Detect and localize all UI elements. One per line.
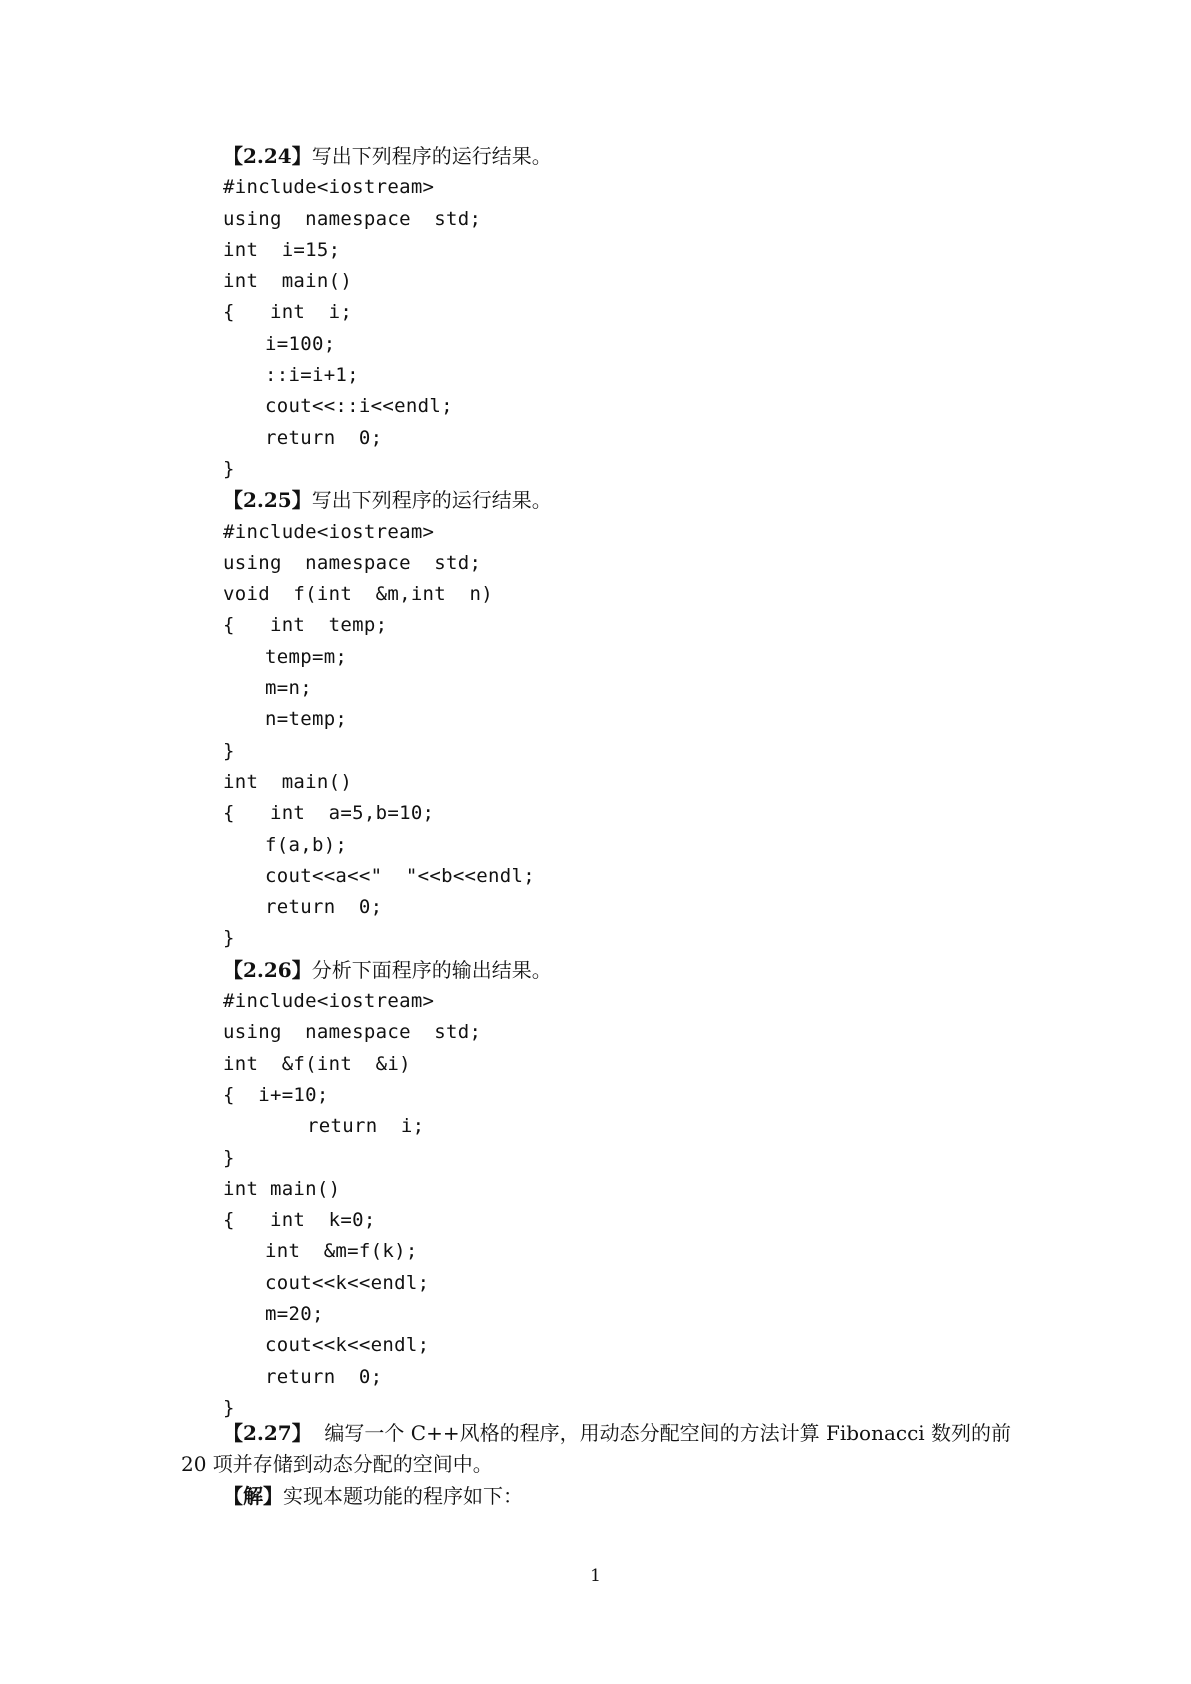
code-line: int main(): [223, 770, 353, 793]
code-line: }: [223, 739, 235, 762]
problem-text-1: 编写一个 C++风格的程序，用动态分配空间的方法计算 Fibonacci 数列的前: [311, 1421, 1012, 1445]
code-line: return i;: [307, 1115, 425, 1138]
section-heading: [223, 955, 1043, 986]
code-line: { int a=5,b=10;: [223, 802, 435, 825]
code-line: cout<<::i<<endl;: [265, 395, 453, 418]
code-line: ::i=i+1;: [265, 364, 359, 387]
code-line: cout<<a<<" "<<b<<endl;: [265, 864, 535, 887]
section-heading: [223, 485, 1043, 516]
code-line: int main(): [223, 270, 353, 293]
code-line: { int i;: [223, 301, 353, 324]
code-line: { i+=10;: [223, 1083, 329, 1106]
code-line: #include<iostream>: [223, 520, 435, 543]
code-line: cout<<k<<endl;: [265, 1271, 430, 1294]
section-heading: [223, 141, 1043, 172]
code-line: return 0;: [265, 426, 383, 449]
code-line: #include<iostream>: [223, 990, 435, 1013]
code-line: return 0;: [265, 896, 383, 919]
solution-line: [223, 1481, 1043, 1512]
code-line: using namespace std;: [223, 1021, 482, 1044]
code-line: #include<iostream>: [223, 176, 435, 199]
section-title: 分析下面程序的输出结果。: [311, 957, 552, 982]
code-line: void f(int &m,int n): [223, 583, 493, 606]
code-line: int main(): [223, 1177, 341, 1200]
code-line: }: [223, 1146, 235, 1169]
problem-number: 【2.27】: [223, 1421, 312, 1445]
page-number: 1: [590, 1566, 601, 1586]
problem-2-27-line-2: 20 项并存储到动态分配的空间中。: [181, 1452, 493, 1477]
code-line: cout<<k<<endl;: [265, 1334, 430, 1357]
problem-2-27-line-1: [223, 1418, 1043, 1449]
code-line: }: [223, 457, 235, 480]
section-title: 写出下列程序的运行结果。: [311, 488, 552, 513]
code-line: m=20;: [265, 1302, 324, 1325]
code-line: { int k=0;: [223, 1209, 376, 1232]
code-line: i=100;: [265, 332, 336, 355]
problem-block: [181, 1418, 1043, 1512]
code-line: }: [223, 927, 235, 950]
code-line: return 0;: [265, 1365, 383, 1388]
code-line: f(a,b);: [265, 833, 348, 856]
code-line: using namespace std;: [223, 551, 482, 574]
code-line: { int temp;: [223, 614, 388, 637]
section-title: 写出下列程序的运行结果。: [311, 144, 552, 168]
page-content: [223, 141, 1043, 1424]
code-line: n=temp;: [265, 708, 348, 731]
code-line: int i=15;: [223, 238, 341, 261]
code-line: }: [223, 1396, 235, 1419]
code-line: m=n;: [265, 677, 312, 700]
code-line: int &m=f(k);: [265, 1240, 418, 1263]
code-line: temp=m;: [265, 645, 348, 668]
code-line: using namespace std;: [223, 207, 482, 230]
section-number: 【2.25】: [223, 488, 312, 513]
code-line: int &f(int &i): [223, 1052, 411, 1075]
solution-label: 【解】: [223, 1483, 283, 1508]
solution-text: 实现本题功能的程序如下：: [283, 1483, 523, 1508]
section-number: 【2.26】: [223, 957, 312, 982]
section-number: 【2.24】: [223, 144, 312, 168]
